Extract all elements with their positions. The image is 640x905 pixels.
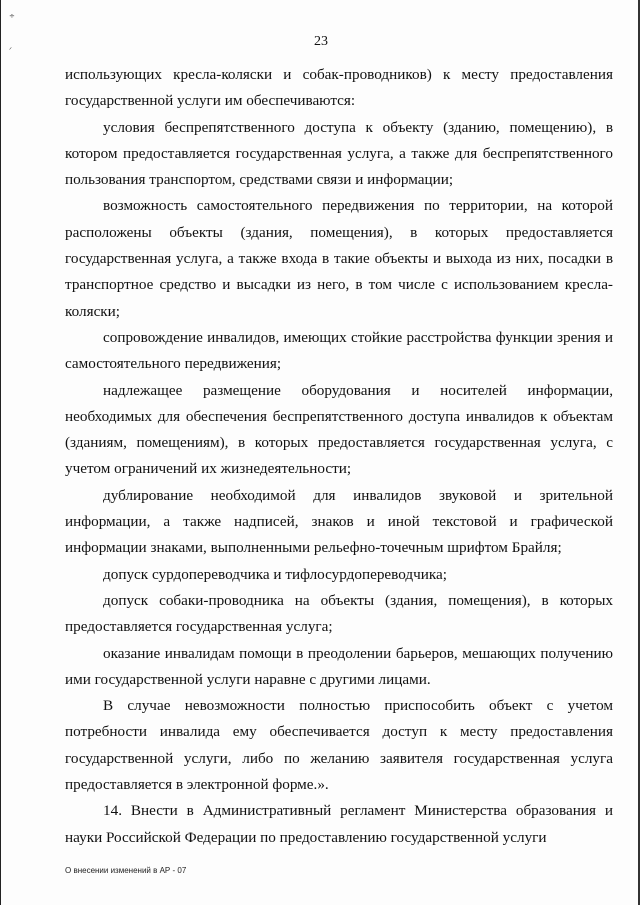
- paragraph: В случае невозможности полностью приспособить объект с учетом потребности инвалида ему обеспечивается доступ к месту предоставления государственной услуги, либо по желанию заявителя государственная услуга предоставляется в электронной форме.».: [65, 697, 613, 794]
- footer-note: О внесении изменений в АР - 07: [65, 866, 187, 875]
- paragraph: оказание инвалидам помощи в преодолении барьеров, мешающих получению ими государственной услуги наравне с другими лицами.: [65, 644, 613, 688]
- paragraph: условия беспрепятственного доступа к объекту (зданию, помещению), в котором предоставляется государственная услуга, а также для беспрепятственного пользования транспортом, средствами связи и информации;: [65, 118, 613, 189]
- paragraph: допуск собаки-проводника на объекты (здания, помещения), в которых предоставляется государственная услуга;: [65, 591, 613, 636]
- paragraph: сопровождение инвалидов, имеющих стойкие расстройства функции зрения и самостоятельного передвижения;: [65, 328, 613, 373]
- paragraph: возможность самостоятельного передвижения по территории, на которой расположены объекты (здания, помещения), в которых предоставляется государственная услуга, а также входа в такие объекты и выхода из них, посадки в транспортное средство и высадки из него, в том числе с использованием кресла-коляски;: [65, 197, 613, 320]
- paragraph: использующих кресла-коляски и собак-проводников) к месту предоставления государственной услуги им обеспечиваются:: [65, 66, 613, 110]
- paragraph: 14. Внести в Административный регламент Министерства образования и науки Российской Федерации по предоставлению государственной услуги: [65, 802, 613, 846]
- paragraph: допуск сурдопереводчика и тифлосурдопереводчика;: [103, 565, 447, 583]
- scan-mark: ᐟ: [9, 46, 12, 54]
- paragraph: дублирование необходимой для инвалидов звуковой и зрительной информации, а также надписей, знаков и иной текстовой и графической информации знаками, выполненными рельефно-точечным шрифтом Брайля;: [65, 486, 613, 557]
- paragraph: надлежащее размещение оборудования и носителей информации, необходимых для обеспечения беспрепятственного доступа инвалидов к объектам (зданиям, помещениям), в которых предоставляется государственная услуга, с учетом ограничений их жизнедеятельности;: [65, 381, 613, 478]
- page-number: 23: [314, 34, 328, 49]
- scan-mark: ÷: [9, 12, 15, 20]
- document-body: [65, 62, 613, 851]
